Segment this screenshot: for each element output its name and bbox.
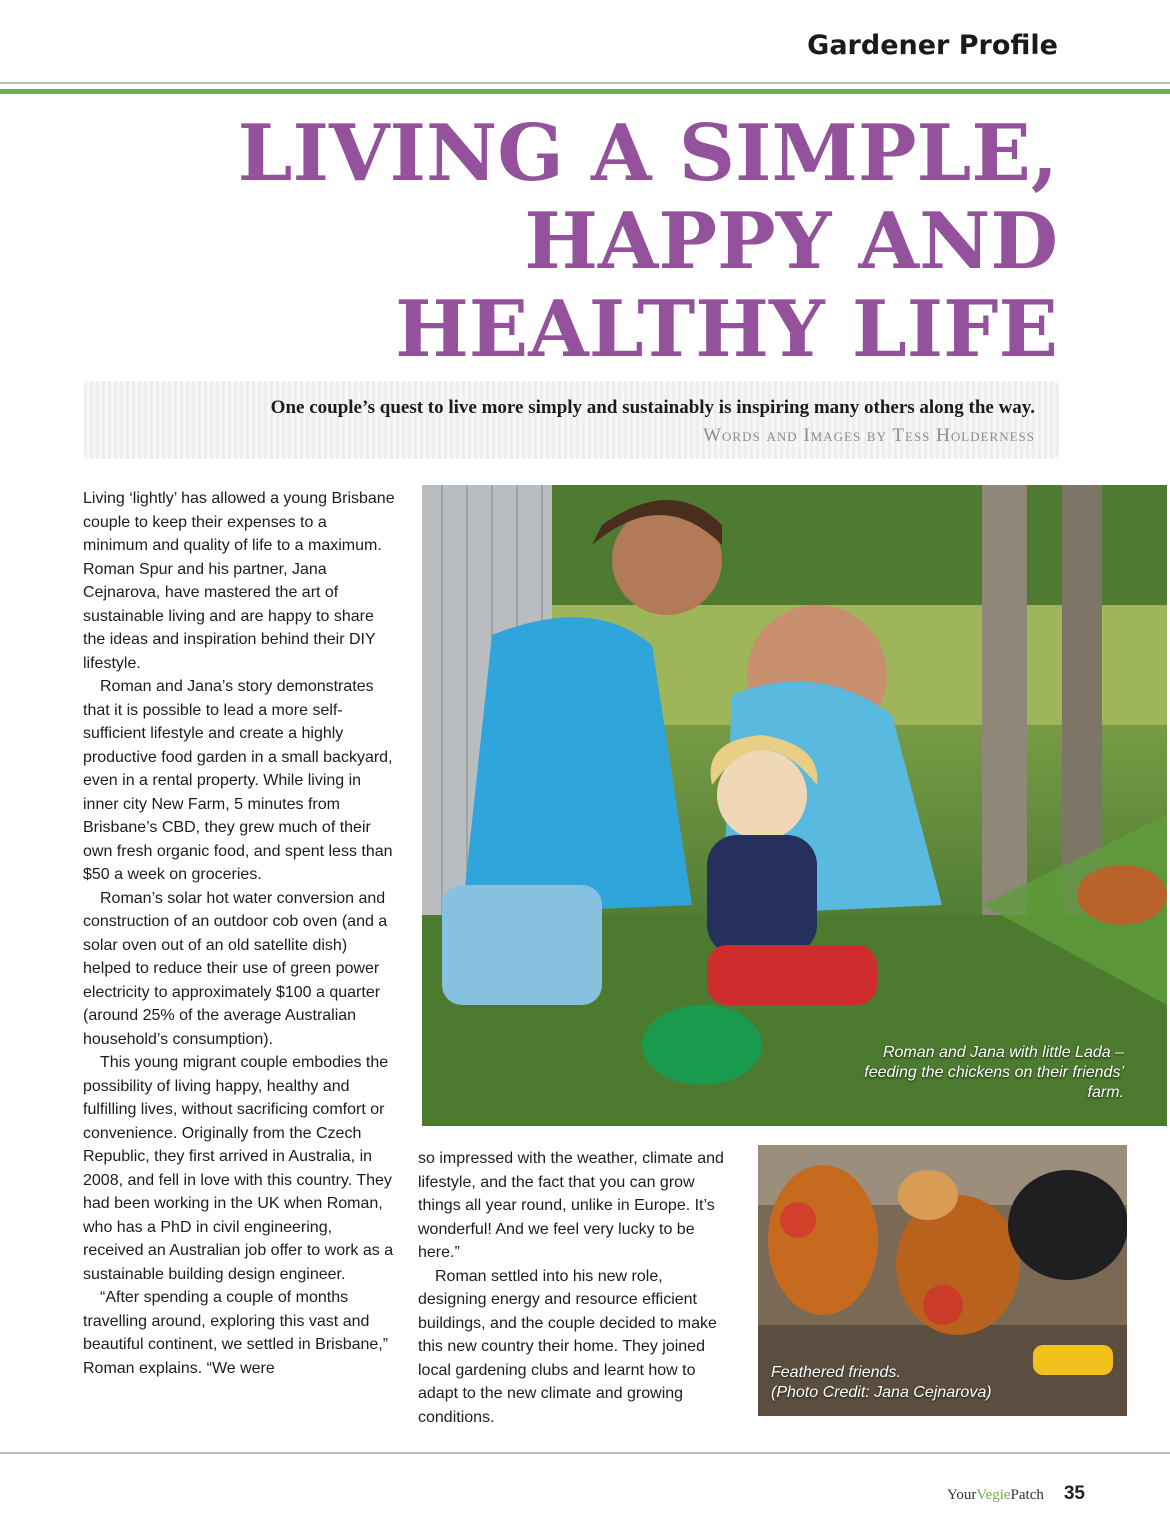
byline: Words and Images by Tess Holderness <box>703 425 1035 446</box>
paragraph: so impressed with the weather, climate and lifestyle, and the fact that you can grow things all year round, unlike in Europe. It’s wonderful! And we feel very lucky to be here.” <box>418 1150 724 1261</box>
headline-line-2: HAPPY AND <box>524 196 1058 287</box>
header-rule-green <box>0 89 1170 94</box>
paragraph: Roman and Jana’s story demonstrates that it is possible to lead a more self-sufficient lifestyle and create a highly productive food garden in a small backyard, even in a rental property. While living in inner city New Farm, 5 minutes from Brisbane’s CBD, they grew much of their own fresh organic food, and spent less than $50 a week on groceries. <box>83 678 393 883</box>
article-headline <box>158 110 1058 374</box>
paragraph: Roman’s solar hot water conversion and construction of an outdoor cob oven (and a solar oven out of an old satellite dish) helped to reduce their use of green power electricity to approximately $100 a quarter (around 25% of the average Australian household’s consumption). <box>83 889 388 1048</box>
family-chickens-photo <box>422 485 1167 1126</box>
header-rule-grey <box>0 82 1170 84</box>
footer-folio <box>947 1483 1085 1505</box>
small-caption-line-1: Feathered friends. <box>771 1364 901 1381</box>
headline-line-1: LIVING A SIMPLE, <box>237 108 1058 199</box>
brand-your: Your <box>947 1487 977 1503</box>
small-caption-line-2: (Photo Credit: Jana Cejnarova) <box>771 1384 992 1401</box>
paragraph: “After spending a couple of months travelling around, exploring this vast and beautiful continent, we settled in Brisbane,” Roman explains. “We were <box>83 1289 389 1377</box>
brand-vegie: Vegie <box>976 1487 1011 1503</box>
page-number: 35 <box>1063 1483 1085 1504</box>
paragraph: Roman settled into his new role, designing energy and resource efficient buildings, and the couple decided to make this new country their home. They joined local gardening clubs and learnt how to adapt to the new climate and growing conditions. <box>418 1267 717 1426</box>
brand-patch: Patch <box>1010 1487 1044 1503</box>
paragraph: This young migrant couple embodies the possibility of living happy, healthy and fulfilling lives, without sacrificing comfort or convenience. Originally from the Czech Republic, they first arrived in Australia, in 2008, and fell in love with this country. They had been working in the UK when Roman, who has a PhD in civil engineering, received an Australian job offer to work as a sustainable building design engineer. <box>83 1054 394 1283</box>
main-photo-caption: Roman and Jana with little Lada – feeding the chickens on their friends’ farm. <box>864 1044 1124 1101</box>
body-column-1 <box>83 487 395 1380</box>
main-photo <box>422 485 1167 1126</box>
standfirst-text: One couple’s quest to live more simply and sustainably is inspiring many others along the way. <box>270 397 1035 418</box>
headline-line-3: HEALTHY LIFE <box>395 284 1058 375</box>
body-column-2 <box>418 1147 728 1429</box>
standfirst <box>235 394 1035 450</box>
section-label: Gardener Profile <box>807 30 1058 61</box>
footer-rule <box>0 1452 1170 1454</box>
small-photo-caption <box>771 1363 1051 1403</box>
paragraph: Living ‘lightly’ has allowed a young Brisbane couple to keep their expenses to a minimum and quality of life to a maximum. Roman Spur and his partner, Jana Cejnarova, have mastered the art of sustainable living and are happy to share the ideas and inspiration behind their DIY lifestyle. <box>83 490 395 672</box>
publication-brand <box>947 1487 1044 1504</box>
